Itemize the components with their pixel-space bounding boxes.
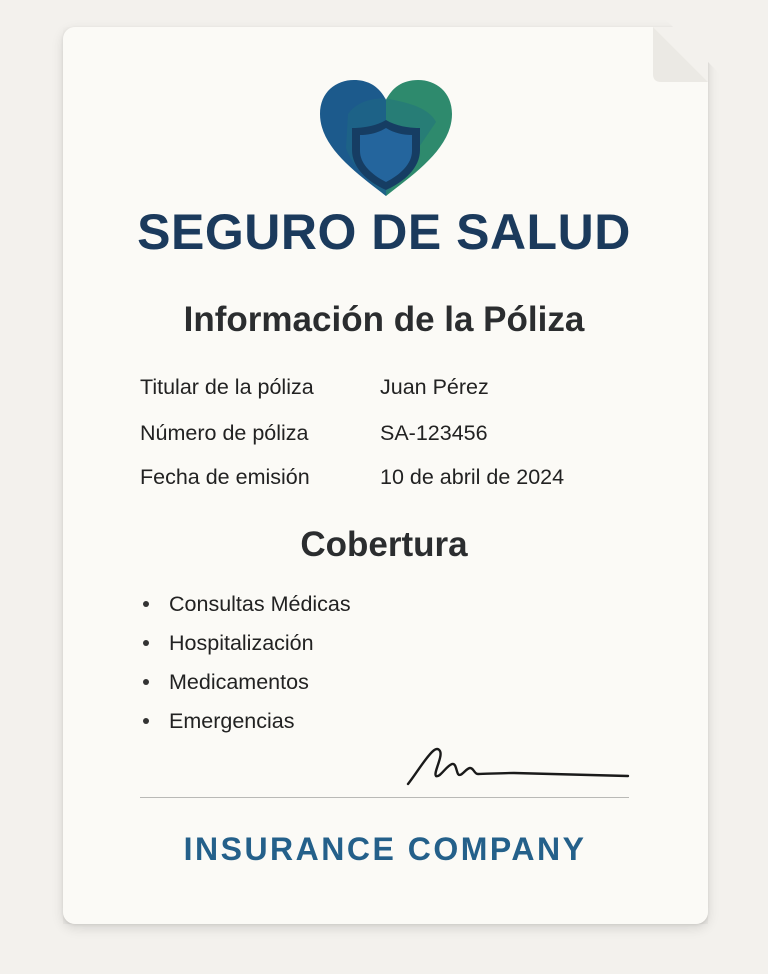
coverage-item-label: Hospitalización xyxy=(169,631,314,655)
folded-corner xyxy=(653,27,708,82)
policy-info-heading: Información de la Póliza xyxy=(183,300,585,339)
bullet-icon xyxy=(143,679,149,685)
policy-number-value: SA-123456 xyxy=(380,421,488,445)
coverage-item-label: Consultas Médicas xyxy=(169,592,351,616)
signature-line xyxy=(140,797,629,798)
coverage-item xyxy=(140,707,351,746)
issue-date-label: Fecha de emisión xyxy=(140,465,310,489)
coverage-item-label: Medicamentos xyxy=(169,670,309,694)
company-name: INSURANCE COMPANY xyxy=(183,831,587,867)
issue-date-value: 10 de abril de 2024 xyxy=(380,465,565,489)
heart-shield-icon xyxy=(318,78,454,196)
policy-holder-label: Titular de la póliza xyxy=(140,375,314,399)
coverage-item xyxy=(140,590,351,629)
document-title: SEGURO DE SALUD xyxy=(137,204,631,260)
coverage-list xyxy=(140,590,351,746)
coverage-heading: Cobertura xyxy=(300,525,468,564)
bullet-icon xyxy=(143,718,149,724)
policy-number-label: Número de póliza xyxy=(140,421,309,445)
policy-holder-value: Juan Pérez xyxy=(380,375,489,399)
coverage-item xyxy=(140,668,351,707)
signature-icon xyxy=(404,742,630,788)
coverage-item xyxy=(140,629,351,668)
bullet-icon xyxy=(143,640,149,646)
coverage-item-label: Emergencias xyxy=(169,709,295,733)
bullet-icon xyxy=(143,601,149,607)
